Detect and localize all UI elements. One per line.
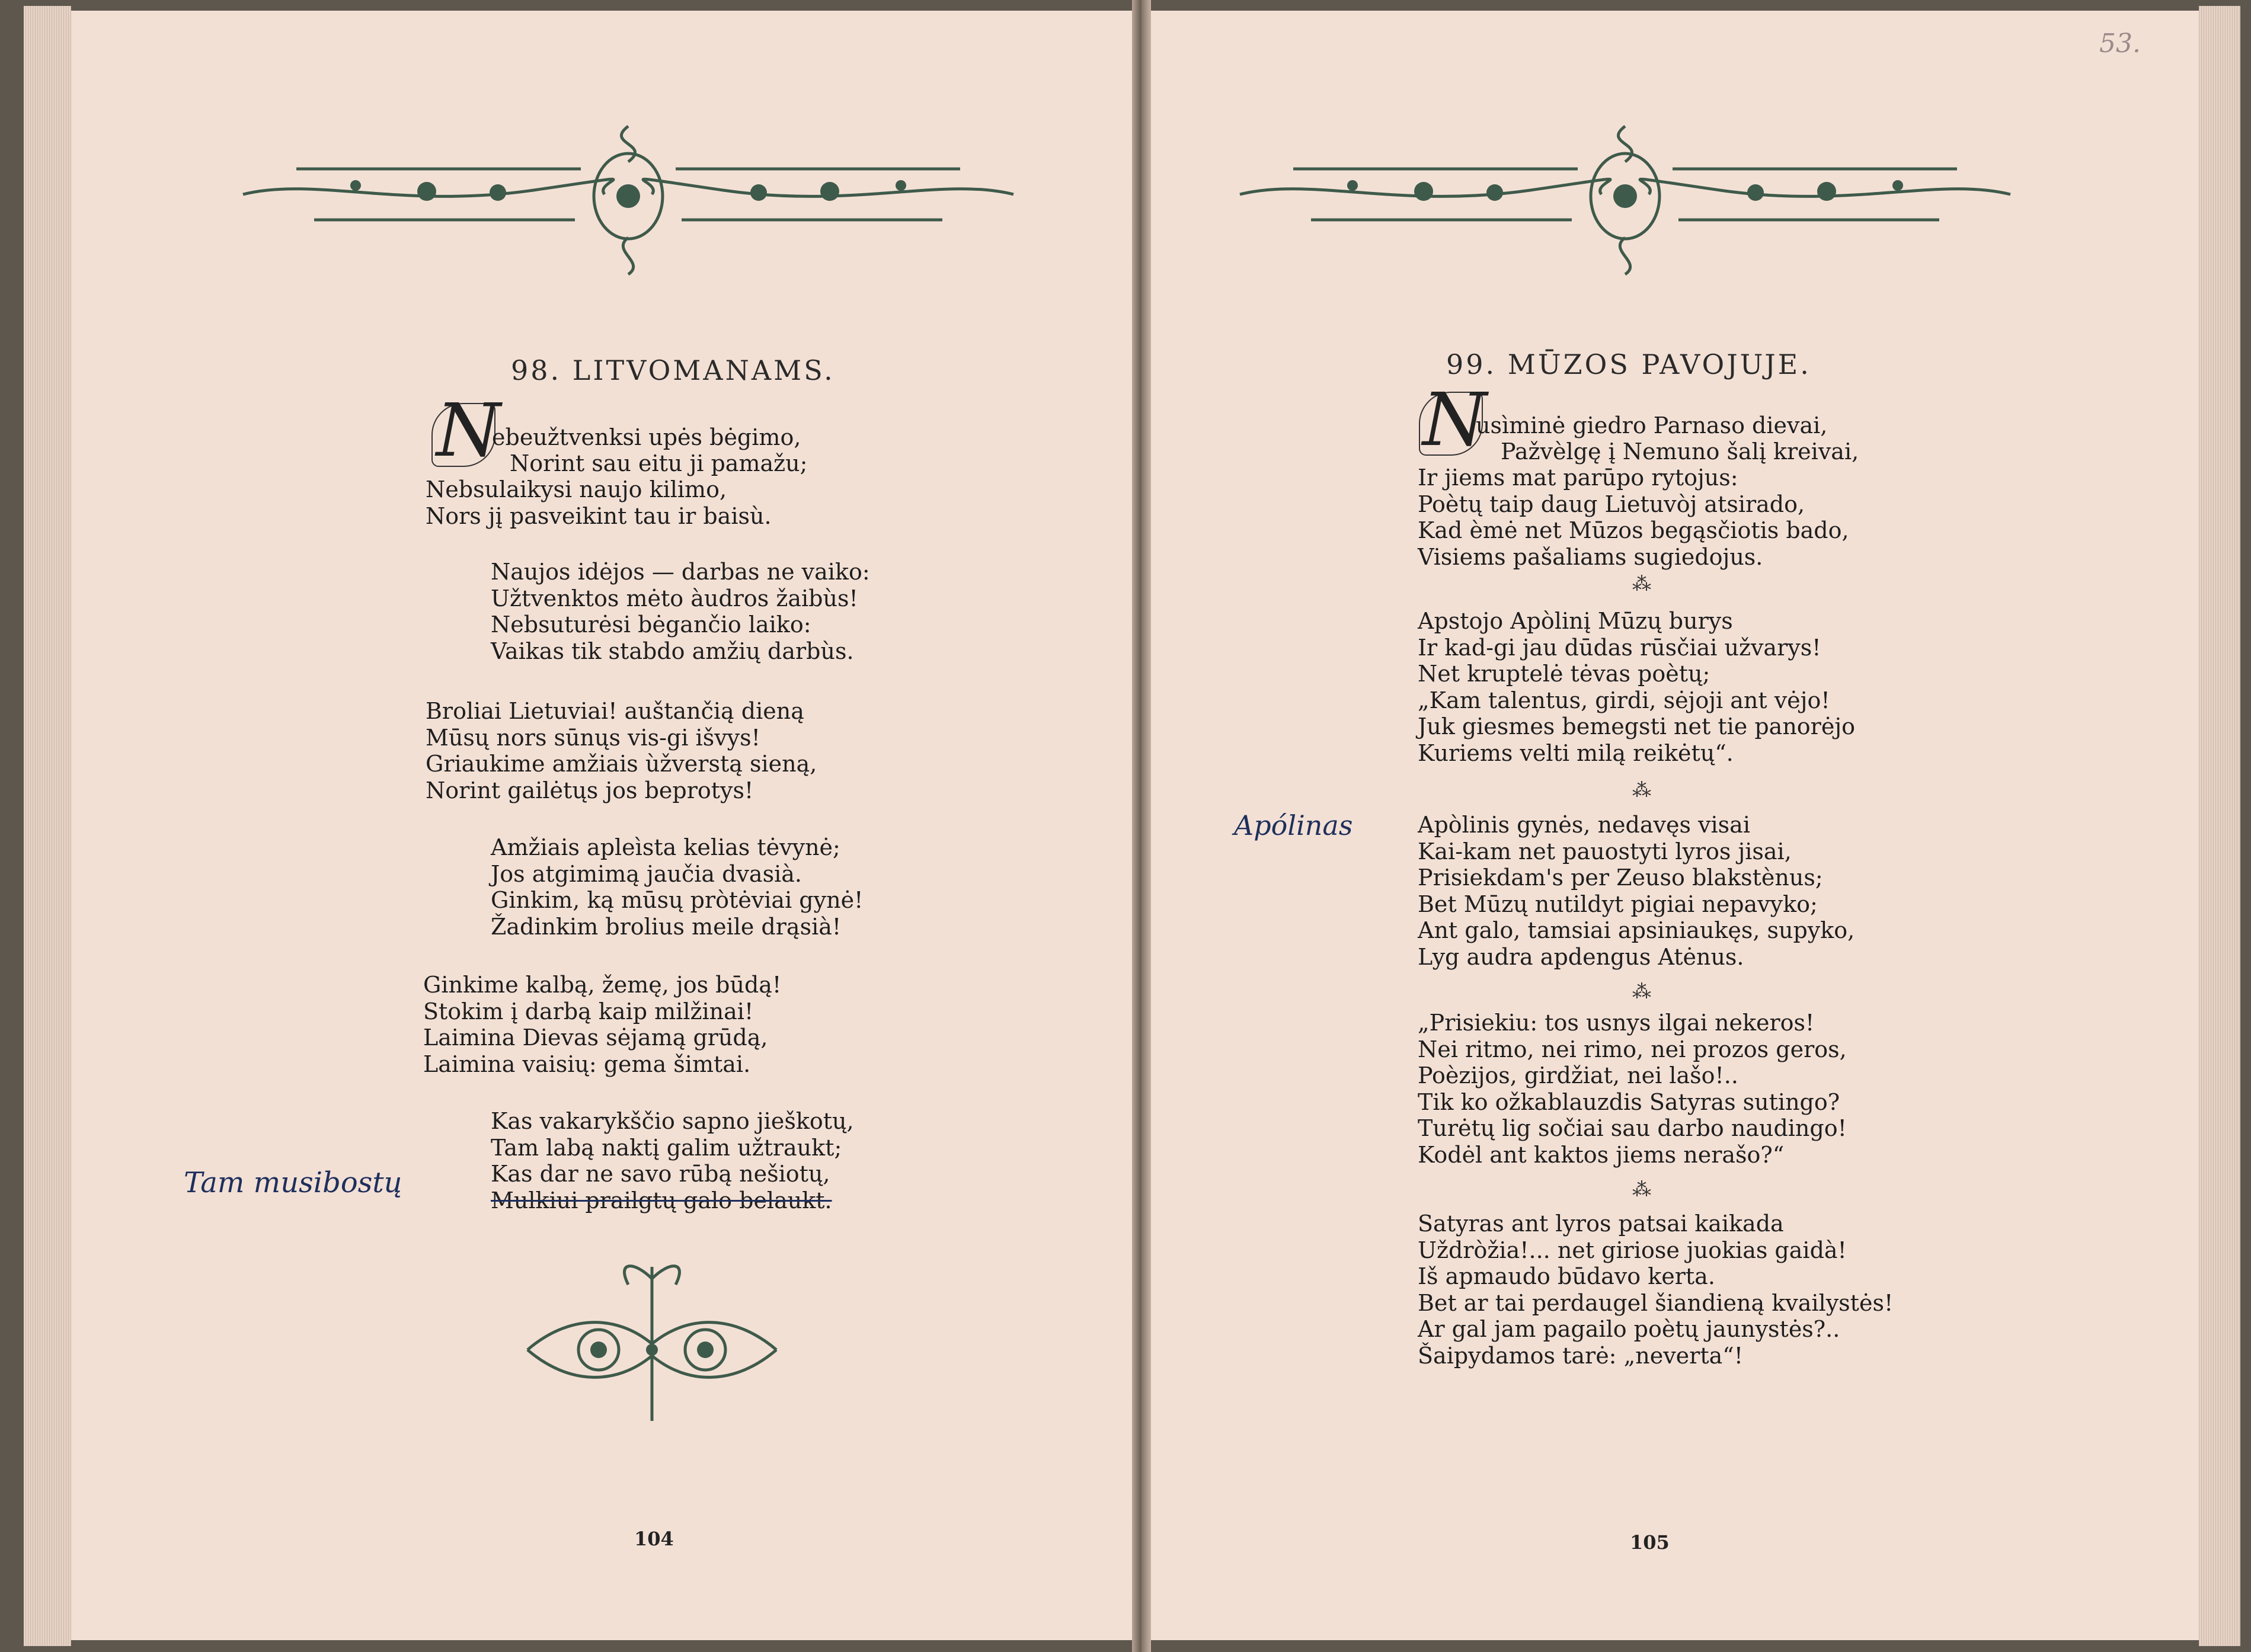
stanza-r1-line-2: Pažvèlgę į Nemuno šalį kreivai, — [1501, 438, 1859, 465]
stanza-r5: Satyras ant lyros patsai kaikada Uždròžia!... net giriose juokias gaidà! Iš apmaudo būdavo kerta. Bet ar tai perdaugel šiandieną kvailystės! Ar gal jam pagailo poètų jaunystės?.. Šaipydamos tarė: „neverta“! — [1418, 1211, 1894, 1369]
stanza-separator-3: ⁂ — [1632, 980, 1651, 1003]
drop-cap-n: N — [436, 388, 501, 473]
page-number-105: 105 — [1630, 1531, 1670, 1554]
left-page — [71, 11, 1133, 1640]
stanza-5: Ginkime kalbą, žemę, jos būdą! Stokim į darbą kaip milžinai! Laimina Dievas sėjamą grūdą, Laimina vaisių: gema šimtai. — [423, 972, 782, 1077]
poem-title-98: 98. LITVOMANAMS. — [511, 354, 835, 386]
tailpiece-ornament — [516, 1255, 788, 1433]
left-page-edges — [24, 6, 71, 1646]
header-ornament-right — [1210, 120, 2040, 280]
stanza-r4: „Prisiekiu: tos usnys ilgai nekeros! Nei ritmo, nei rimo, nei prozos geros, Poèzijos, girdžiat, nei lašo!.. Tik ko ožkablauzdis Satyras sutingo? Turėtų lig sočiai sau darbo naudingo! Kodėl ant kaktos jiems nerašo?“ — [1418, 1010, 1847, 1168]
stanza-3: Broliai Lietuviai! auštančią dieną Mūsų nors sūnųs vis-gi išvys! Griaukime amžiais ùžverstą sieną, Norint gailėtųs jos beprotys! — [426, 698, 817, 803]
stanza-r2: Apstojo Apòlinį Mūzų burys Ir kad-gi jau dūdas rūsčiai užvarys! Net kruptelė tėvas poètų; „Kam talentus, girdi, sėjoji ant vėjo! Juk giesmes bemegsti net tie panorėjo Kuriems velti milą reikėtų“. — [1418, 608, 1855, 766]
stanza-separator-4: ⁂ — [1632, 1178, 1651, 1200]
right-page-edges — [2199, 6, 2240, 1646]
stanza-1-rest: Nebsulaikysi naujo kilimo, Nors jį pasveikint tau ir baisù. — [426, 476, 772, 529]
stanza-6: Kas vakarykščio sapno jieškotų, Tam labą naktį galim užtraukt; Kas dar ne savo rūbą nešiotų, Mulkiui prailgtų galo belaukt. — [491, 1108, 854, 1214]
margin-note-apolinas: Apólinas — [1234, 809, 1353, 841]
stanza-r1-rest: Ir jiems mat parūpo rytojus: Poètų taip daug Lietuvòj atsirado, Kad èmė net Mūzos begąsčiotis bado, Visiems pašaliams sugiedojus. — [1418, 465, 1849, 570]
drop-cap-n-right: N — [1422, 377, 1487, 463]
stanza-r1-line-1: usìminė giedro Parnaso dievai, — [1476, 412, 1828, 438]
stanza-r3: Apòlinis gynės, nedavęs visai Kai-kam net pauostyti lyros jisai, Prisiekdam's per Zeuso blakstènus; Bet Mūzų nutildyt pigiai nepavyko; Ant galo, tamsiai apsiniaukęs, supyko, Lyg audra apdengus Atėnus. — [1418, 812, 1855, 970]
corner-page-note: 53. — [2099, 28, 2141, 59]
stanza-separator-1: ⁂ — [1632, 572, 1651, 595]
stanza-4: Amžiais apleìsta kelias tėvynė; Jos atgimimą jaučia dvasià. Ginkim, ką mūsų pròtėviai gynė! Žadinkim brolius meile drąsià! — [491, 834, 864, 940]
book-gutter — [1132, 0, 1151, 1652]
stanza-1-line-1: ebeužtvenksi upės bėgimo, — [492, 424, 801, 450]
stanza-1-line-2: Norint sau eitu ji pamažu; — [510, 450, 808, 476]
poem-title-99: 99. MŪZOS PAVOJUJE. — [1446, 348, 1811, 380]
handwritten-note-left: Tam musibostų — [184, 1166, 402, 1199]
stanza-2: Naujos idėjos — darbas ne vaiko: Užtvenktos mėto àudros žaibùs! Nebsuturėsi bėgančio laiko: Vaikas tik stabdo amžių darbùs. — [491, 559, 870, 664]
stanza-separator-2: ⁂ — [1632, 779, 1651, 801]
page-number-104: 104 — [634, 1528, 674, 1550]
right-page — [1151, 11, 2199, 1640]
header-ornament — [225, 120, 1031, 280]
